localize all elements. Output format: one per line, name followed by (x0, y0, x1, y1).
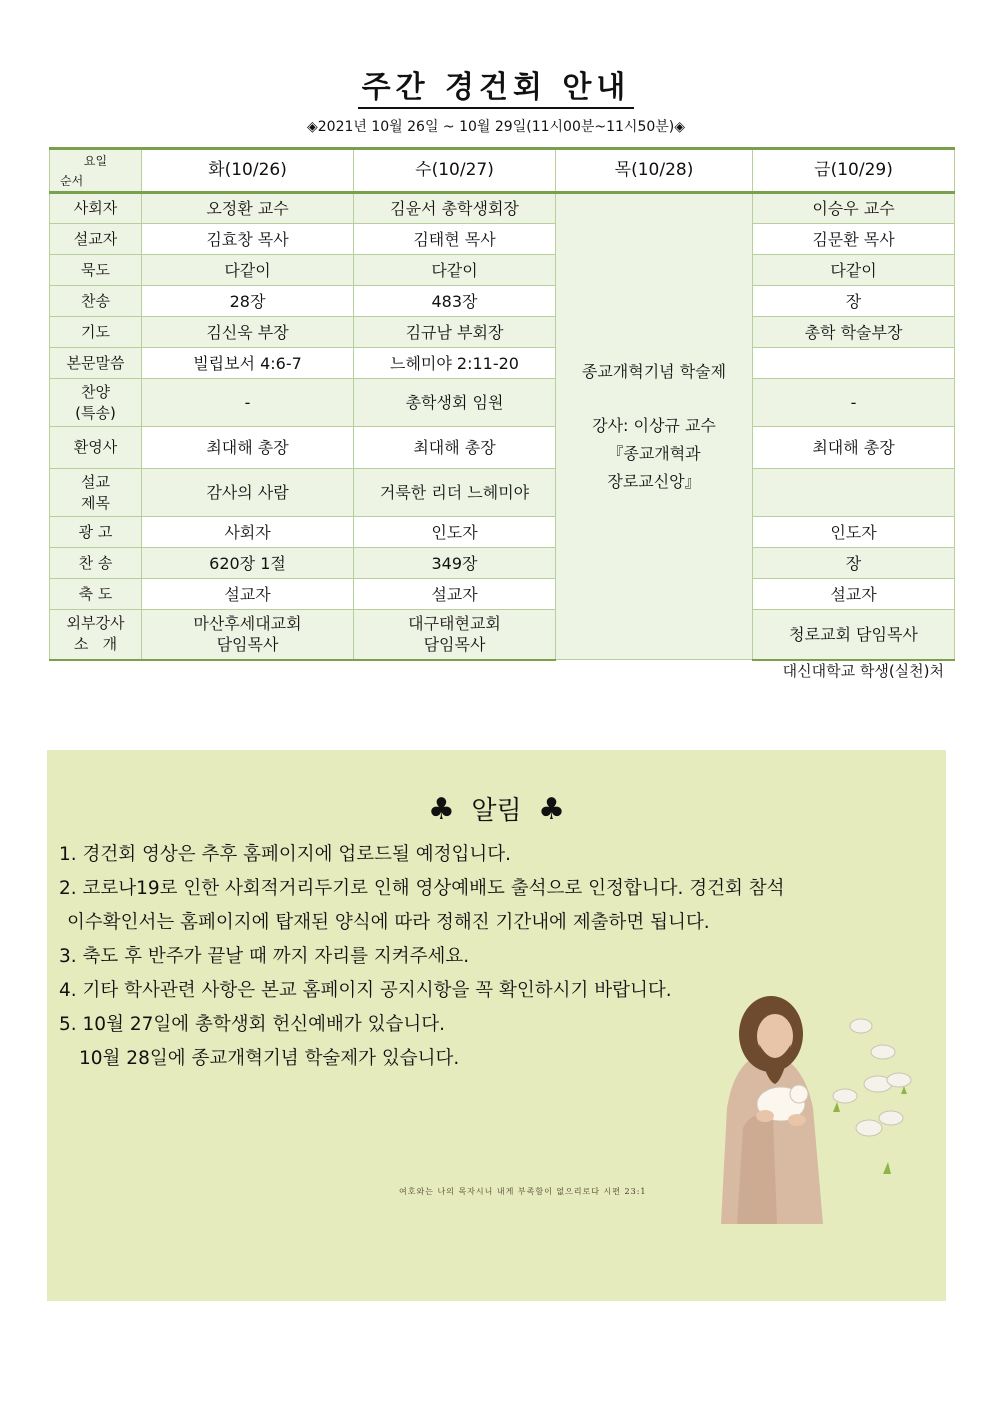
cell-fri: 최대해 총장 (753, 427, 955, 469)
thursday-topic-line1: 『종교개혁과 (607, 444, 701, 463)
cell-tue: 감사의 사람 (142, 469, 354, 517)
row-label-line1: 설교 (81, 472, 110, 491)
row-label-line2: 제목 (81, 493, 110, 512)
day-header-fri: 금(10/29) (753, 149, 955, 193)
cell-tue: 김효창 목사 (142, 224, 354, 255)
club-icon: ♣ (538, 792, 566, 827)
row-label: 광 고 (50, 517, 142, 548)
cell-wed: 김규남 부회장 (354, 317, 556, 348)
notice-item: 1. 경건회 영상은 추후 홈페이지에 업로드될 예정입니다. (59, 844, 511, 865)
cell-wed (354, 610, 556, 660)
day-header-thu: 목(10/28) (556, 149, 753, 193)
day-header-wed: 수(10/27) (354, 149, 556, 193)
cell-tue-line2: 담임목사 (216, 635, 279, 655)
cell-wed: 거룩한 리더 느헤미야 (354, 469, 556, 517)
cell-tue: 김신욱 부장 (142, 317, 354, 348)
day-header-tue: 화(10/26) (142, 149, 354, 193)
notice-box (47, 750, 946, 1301)
table-row (50, 286, 955, 317)
cell-tue: 사회자 (142, 517, 354, 548)
cell-wed: 느헤미야 2:11-20 (354, 348, 556, 379)
row-label (50, 469, 142, 517)
date-range: ◈2021년 10월 26일 ~ 10월 29일(11시00분~11시50분)◈ (306, 119, 686, 135)
notice-item: 5. 10월 27일에 총학생회 헌신예배가 있습니다. (59, 1014, 445, 1035)
cell-wed: 총학생회 임원 (354, 379, 556, 427)
row-label: 환영사 (50, 427, 142, 469)
row-label: 축 도 (50, 579, 142, 610)
row-label-line2: (특송) (75, 403, 116, 422)
cell-wed: 김윤서 총학생회장 (354, 193, 556, 224)
row-label: 본문말씀 (50, 348, 142, 379)
notice-title: 알림 (471, 796, 522, 826)
table-row (50, 469, 955, 517)
corner-header (50, 149, 142, 193)
thursday-event: 종교개혁기념 학술제 (581, 362, 727, 381)
row-label-line1: 외부강사 (66, 614, 125, 633)
table-row (50, 255, 955, 286)
table-row (50, 224, 955, 255)
notice-item-continued: 10월 28일에 종교개혁기념 학술제가 있습니다. (79, 1048, 460, 1069)
cell-tue: 다같이 (142, 255, 354, 286)
row-label: 찬송 (50, 286, 142, 317)
cell-tue: 설교자 (142, 579, 354, 610)
cell-tue: 최대해 총장 (142, 427, 354, 469)
cell-fri: - (753, 379, 955, 427)
page-title: 주간 경건회 안내 (0, 62, 992, 106)
row-label-line1: 찬양 (81, 382, 110, 401)
shepherd-illustration (713, 988, 943, 1224)
cell-wed: 483장 (354, 286, 556, 317)
cell-wed-line1: 대구태현교회 (408, 614, 501, 634)
row-label-line2: 소 개 (73, 635, 118, 654)
issuer-credit: 대신대학교 학생(실천)처 (782, 662, 944, 680)
cell-tue-line1: 마산후세대교회 (193, 614, 302, 634)
table-row (50, 517, 955, 548)
bible-verse: 여호와는 나의 목자시니 내게 부족함이 없으리로다 시편 23:1 (399, 1187, 647, 1196)
cell-wed: 인도자 (354, 517, 556, 548)
club-icon: ♣ (427, 792, 455, 827)
row-label (50, 610, 142, 660)
table-row (50, 610, 955, 660)
cell-fri: 장 (753, 548, 955, 579)
table-row (50, 348, 955, 379)
cell-fri: 청로교회 담임목사 (753, 610, 955, 660)
cell-tue (142, 610, 354, 660)
row-label (50, 379, 142, 427)
cell-tue: 빌립보서 4:6-7 (142, 348, 354, 379)
corner-top: 요일 (83, 153, 108, 168)
cell-wed: 최대해 총장 (354, 427, 556, 469)
notice-item: 4. 기타 학사관련 사항은 본교 홈페이지 공지시항을 꼭 확인하시기 바랍니다. (59, 980, 672, 1001)
cell-wed: 김태현 목사 (354, 224, 556, 255)
cell-fri: 다같이 (753, 255, 955, 286)
cell-fri (753, 469, 955, 517)
row-label: 기도 (50, 317, 142, 348)
cell-tue: - (142, 379, 354, 427)
row-label: 사회자 (50, 193, 142, 224)
table-row (50, 427, 955, 469)
cell-wed: 349장 (354, 548, 556, 579)
notice-item: 2. 코로나19로 인한 사회적거리두기로 인해 영상예배도 출석으로 인정합니다. 경건회 참석 (59, 878, 785, 899)
cell-tue: 28장 (142, 286, 354, 317)
cell-fri: 이승우 교수 (753, 193, 955, 224)
cell-fri: 총학 학술부장 (753, 317, 955, 348)
notice-heading (47, 790, 946, 827)
row-label: 찬 송 (50, 548, 142, 579)
corner-bottom: 순서 (60, 173, 84, 188)
schedule-table (49, 147, 955, 661)
cell-tue: 오정환 교수 (142, 193, 354, 224)
thursday-topic-line2: 장로교신앙』 (607, 472, 701, 491)
cell-wed-line2: 담임목사 (423, 635, 486, 655)
table-row (50, 579, 955, 610)
cell-fri: 인도자 (753, 517, 955, 548)
table-row (50, 379, 955, 427)
thursday-event-cell (556, 193, 753, 660)
row-label: 설교자 (50, 224, 142, 255)
table-row (50, 548, 955, 579)
notice-item: 3. 축도 후 반주가 끝날 때 까지 자리를 지켜주세요. (59, 946, 470, 967)
thursday-speaker: 강사: 이상규 교수 (592, 416, 716, 435)
cell-wed: 다같이 (354, 255, 556, 286)
notice-item-continued: 이수확인서는 홈페이지에 탑재된 양식에 따라 정해진 기간내에 제출하면 됩니다. (67, 912, 710, 933)
table-row (50, 317, 955, 348)
cell-fri: 설교자 (753, 579, 955, 610)
cell-fri: 장 (753, 286, 955, 317)
table-row (50, 193, 955, 224)
cell-fri: 김문환 목사 (753, 224, 955, 255)
cell-tue: 620장 1절 (142, 548, 354, 579)
row-label: 묵도 (50, 255, 142, 286)
cell-wed: 설교자 (354, 579, 556, 610)
cell-fri (753, 348, 955, 379)
